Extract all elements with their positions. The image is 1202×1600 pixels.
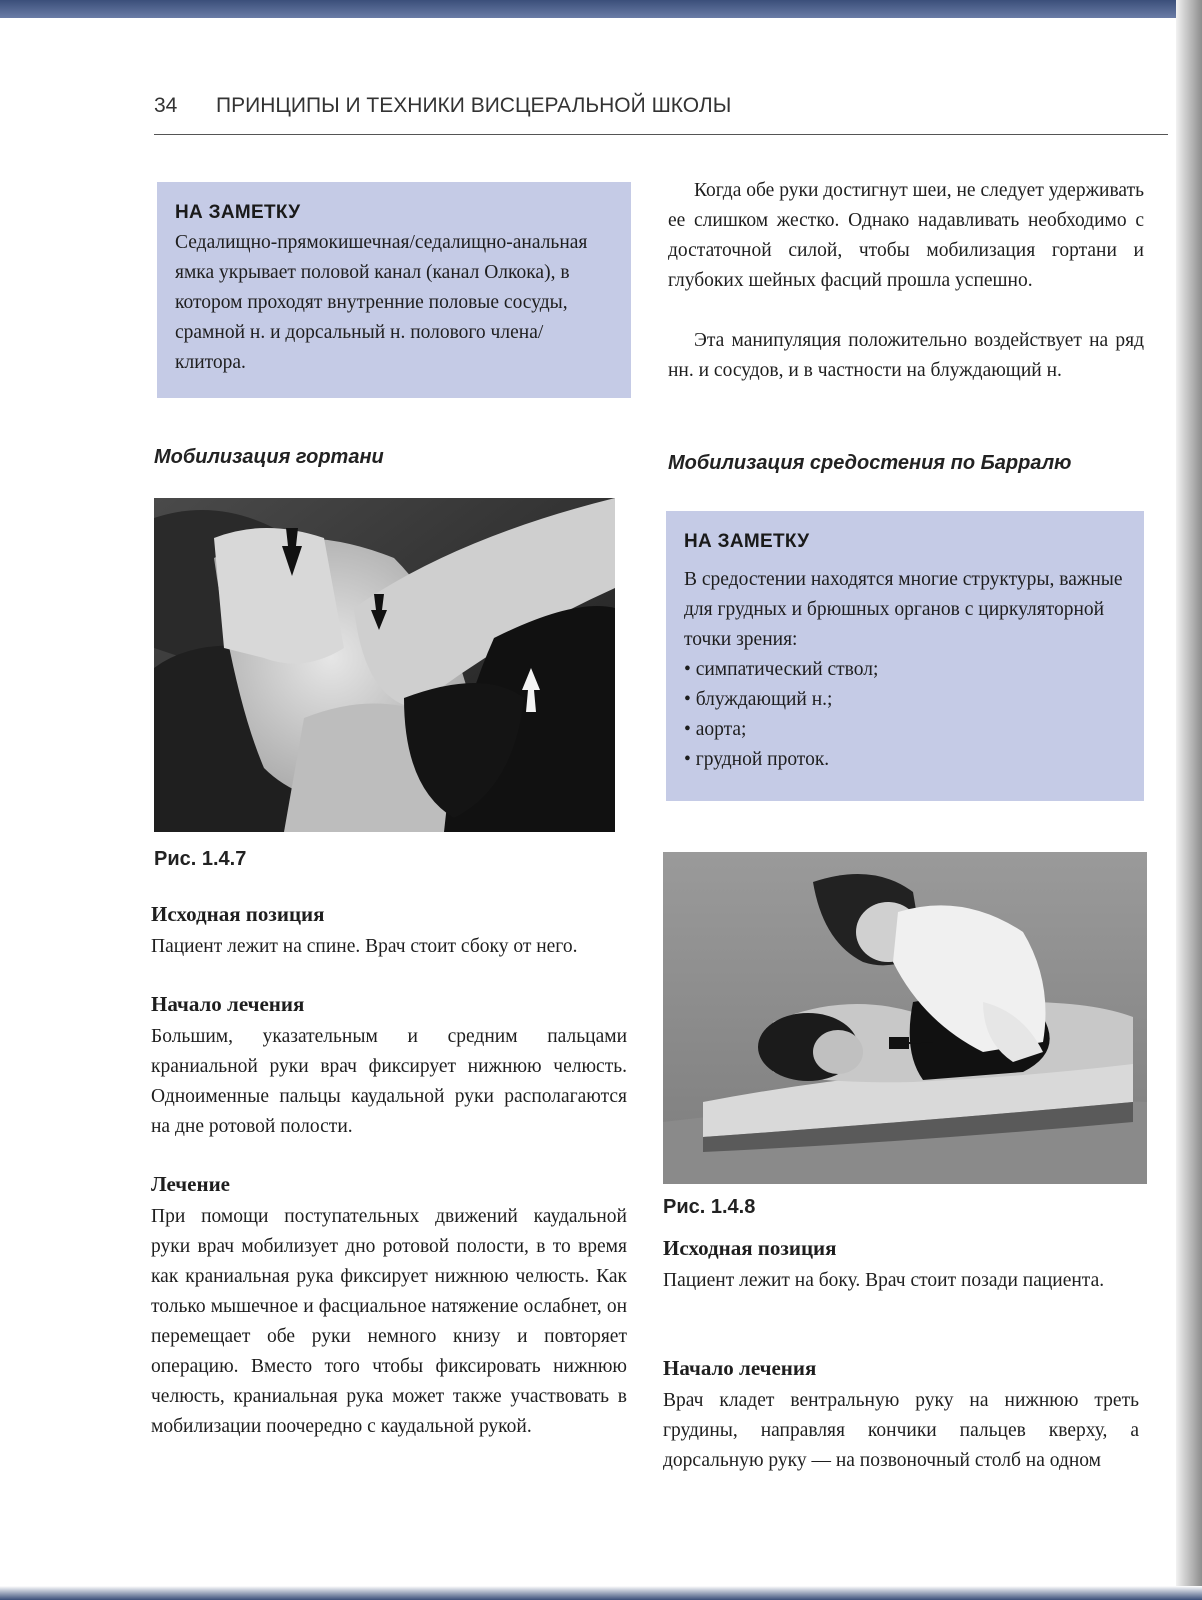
- note-heading: НА ЗАМЕТКУ: [684, 531, 810, 552]
- running-title: ПРИНЦИПЫ И ТЕХНИКИ ВИСЦЕРАЛЬНОЙ ШКОЛЫ: [216, 94, 732, 117]
- book-edge-bottom: [0, 1586, 1202, 1600]
- paragraph-treatment-left: При помощи поступательных движений каудальной руки врач мобилизует дно ротовой полости, в то время как краниальная рука фиксирует нижнюю челюсть. Как только мышечное и фасциальное натяжение ослабнет, он перемещает обе руки немного книзу и повторяет операцию. Вместо того чтобы фиксировать нижнюю челюсть, краниальная рука может также участвовать в мобилизации поочередно с каудальной рукой.: [151, 1206, 627, 1437]
- subheading-treatment-start-right: Начало лечения: [663, 1356, 817, 1380]
- note-box-left: [157, 182, 631, 398]
- note-list: [684, 655, 1126, 775]
- note-box-right: [666, 511, 1144, 801]
- figure-caption-1-4-8: Рис. 1.4.8: [663, 1196, 756, 1218]
- note-text: Седалищно-прямокишечная/седалищно-анальная ямка укрывает половой канал (канал Олкока), в котором проходят внутренние половые сосуды, срамной н. и дорсальный н. полового члена/клитора.: [175, 232, 588, 373]
- paragraph-start-position-left: Пациент лежит на спине. Врач стоит сбоку от него.: [151, 936, 578, 957]
- subheading-start-position-left: Исходная позиция: [151, 902, 325, 926]
- figure-mediastinum-photo: [663, 852, 1147, 1184]
- note-list-item: • симпатический ствол;: [684, 655, 1126, 685]
- paragraph-intro-2: Эта манипуляция положительно воздействует на ряд нн. и сосудов, и в частности на блуждающий н.: [668, 330, 1144, 381]
- subheading-treatment-left: Лечение: [151, 1172, 230, 1196]
- note-list-item: • аорта;: [684, 715, 1126, 745]
- running-header: [154, 94, 1168, 118]
- section-title-mediastinum: Мобилизация средостения по Барралю: [668, 452, 1072, 474]
- figure-caption-1-4-7: Рис. 1.4.7: [154, 848, 247, 870]
- paragraph-treatment-start-right: Врач кладет вентральную руку на нижнюю треть грудины, направляя кончики пальцев кверху, а дорсальную руку — на позвоночный столб на одном: [663, 1390, 1139, 1471]
- book-edge-right: [1176, 0, 1202, 1600]
- paragraph-treatment-start-left: Большим, указательным и средним пальцами краниальной руки врач фиксирует нижнюю челюсть. Одноименные пальцы каудальной руки располагаются на дне ротовой полости.: [151, 1026, 627, 1137]
- note-text: В средостении находятся многие структуры, важные для грудных и брюшных органов с циркуляторной точки зрения:: [684, 569, 1123, 650]
- subheading-start-position-right: Исходная позиция: [663, 1236, 837, 1260]
- paragraph-intro-1: Когда обе руки достигнут шеи, не следует удерживать ее слишком жестко. Однако надавливать необходимо с достаточной силой, чтобы мобилизация гортани и глубоких шейных фасций прошла успешно.: [668, 180, 1144, 291]
- figure-larynx-photo: [154, 498, 615, 832]
- book-edge-top: [0, 0, 1202, 18]
- note-list-item: • грудной проток.: [684, 745, 1126, 775]
- subheading-treatment-start-left: Начало лечения: [151, 992, 305, 1016]
- paragraph-start-position-right: Пациент лежит на боку. Врач стоит позади пациента.: [663, 1270, 1105, 1291]
- page-number: 34: [154, 94, 178, 117]
- note-heading: НА ЗАМЕТКУ: [175, 202, 301, 223]
- header-rule: [154, 134, 1168, 135]
- note-list-item: • блуждающий н.;: [684, 685, 1126, 715]
- section-title-larynx: Мобилизация гортани: [154, 446, 384, 468]
